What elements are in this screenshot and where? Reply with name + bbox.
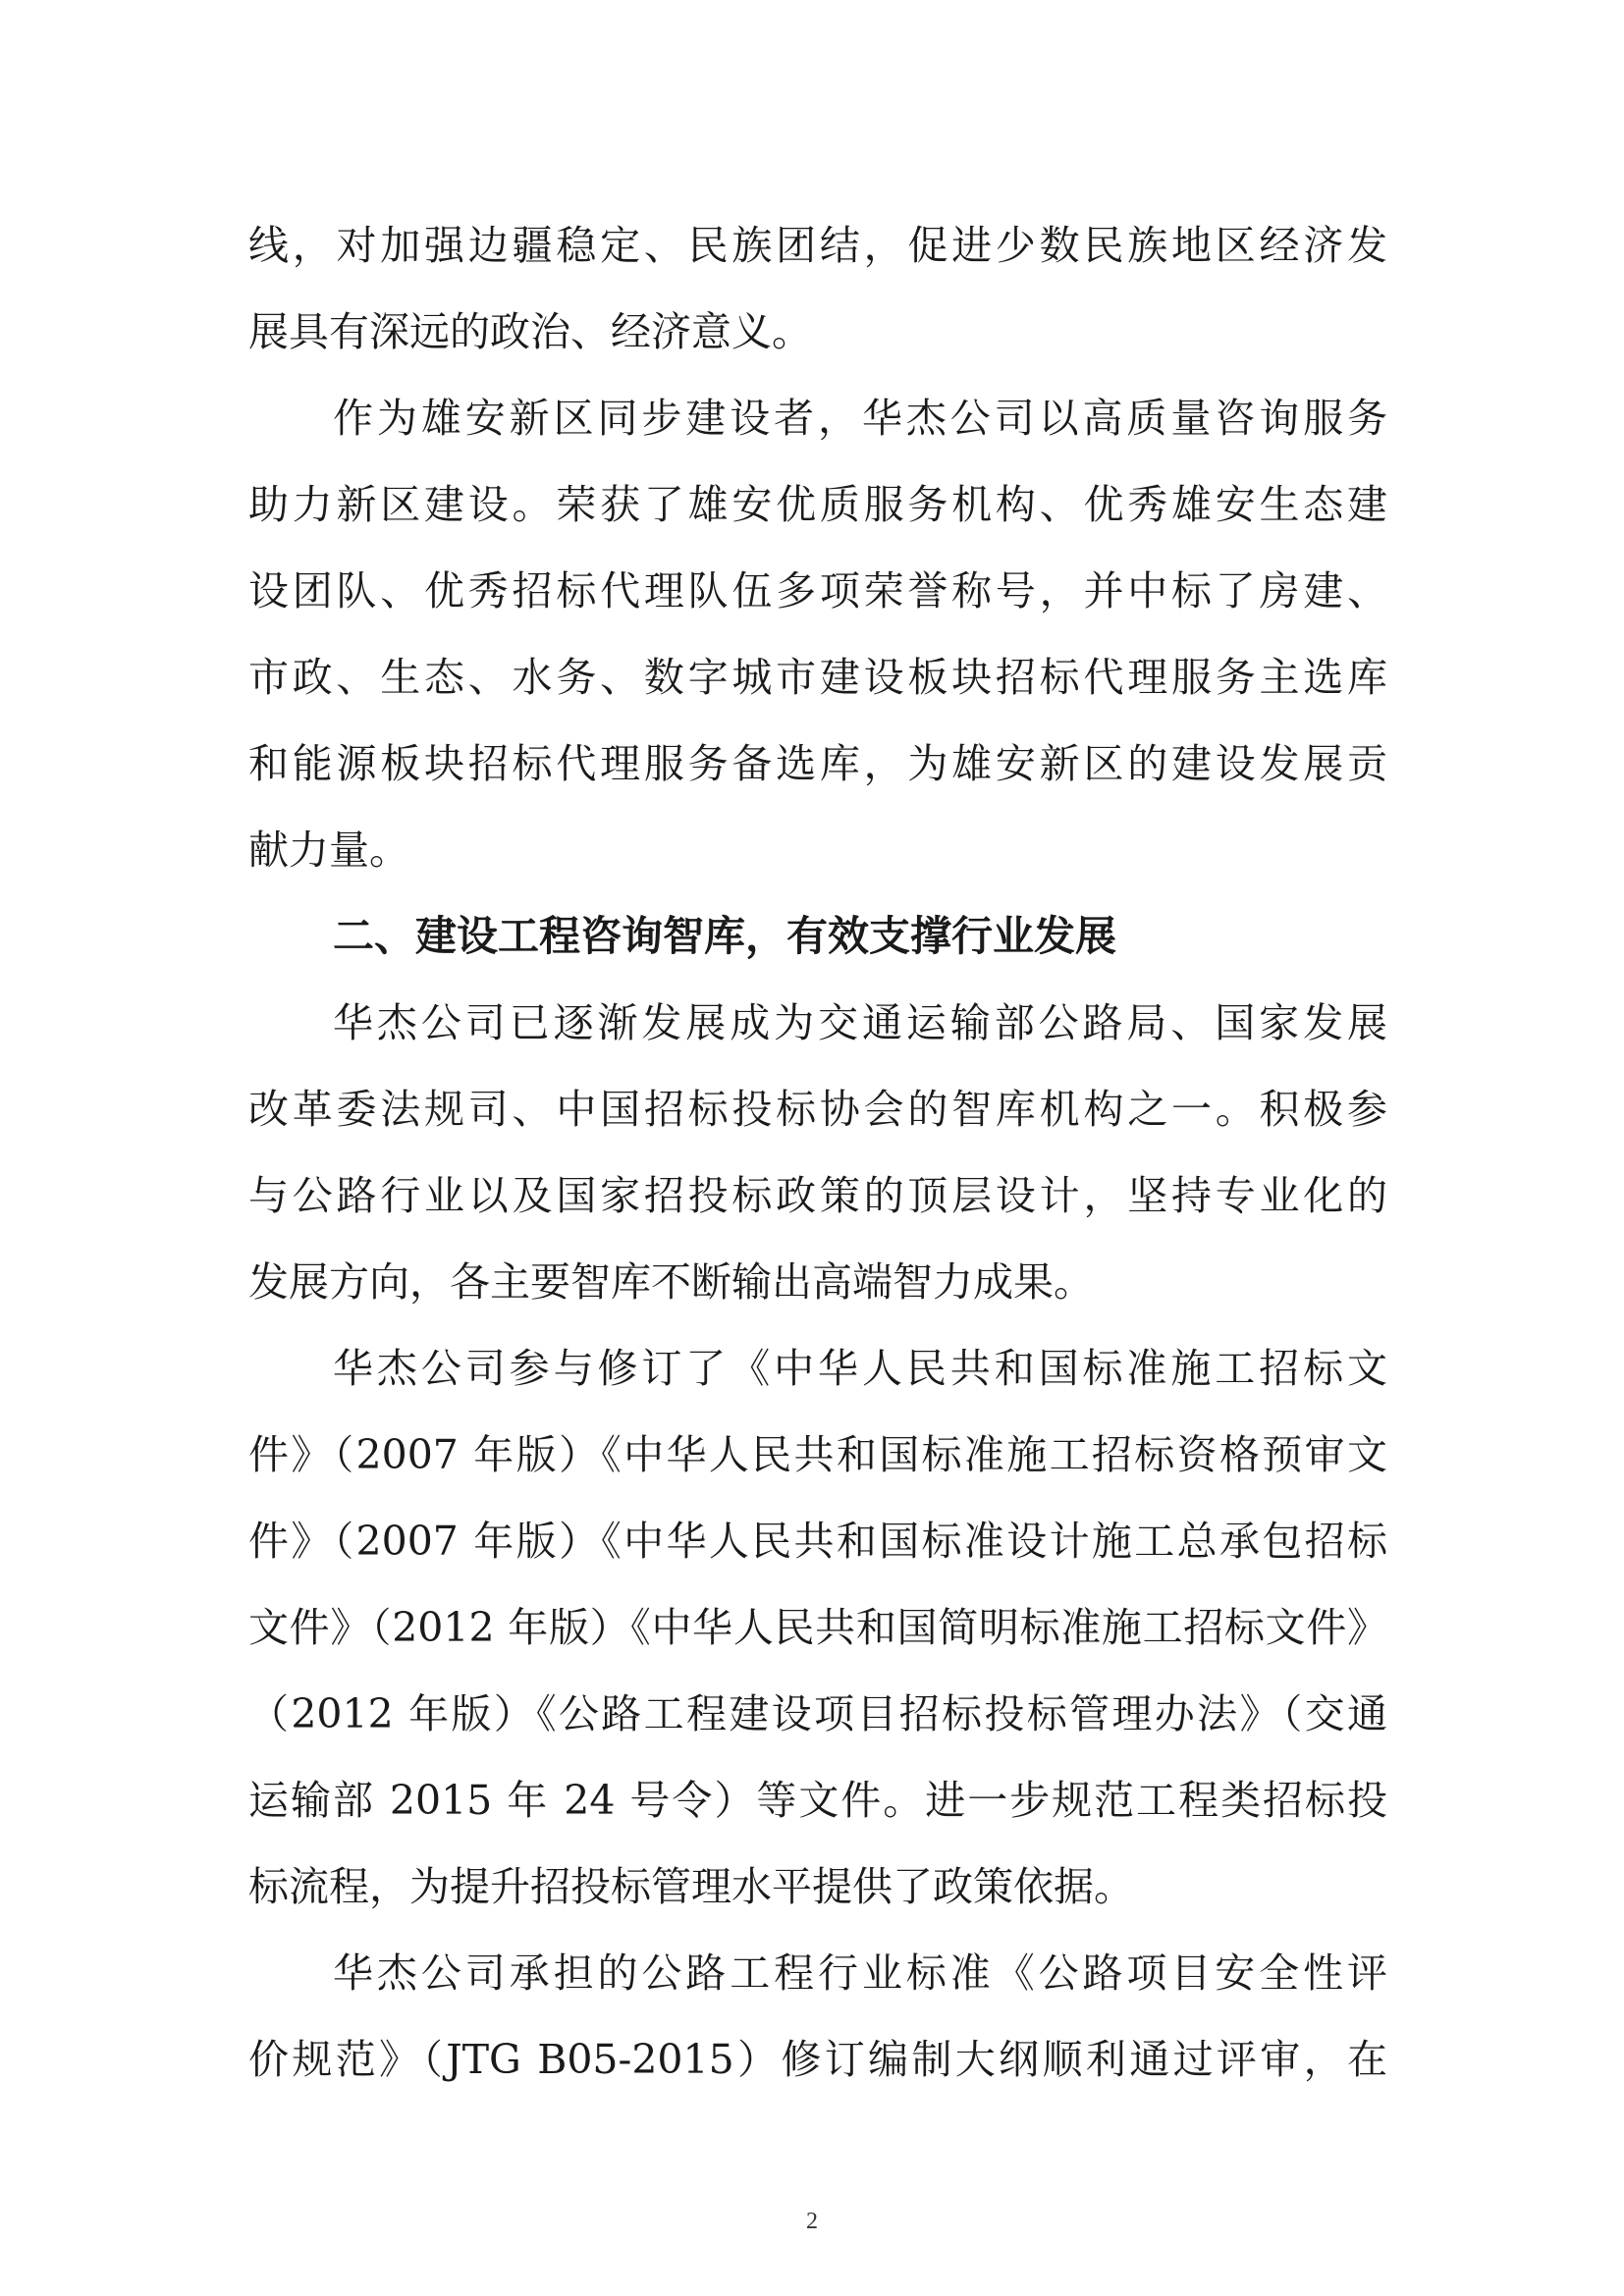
text-line: 华杰公司承担的公路工程行业标准《公路项目安全性评: [333, 1949, 1387, 1997]
text-line: 和能源板块招标代理服务备选库，为雄安新区的建设发展贡: [248, 740, 1387, 787]
text-line: 发展方向，各主要智库不断输出高端智力成果。: [248, 1258, 1094, 1306]
text-line: 与公路行业以及国家招投标政策的顶层设计，坚持专业化的: [248, 1172, 1387, 1219]
text-line: 市政、生态、水务、数字城市建设板块招标代理服务主选库: [248, 654, 1387, 701]
text-line: 华杰公司参与修订了《中华人民共和国标准施工招标文: [333, 1345, 1387, 1392]
text-line: 设团队、优秀招标代理队伍多项荣誉称号，并中标了房建、: [248, 567, 1387, 614]
section-heading: 二、建设工程咨询智库，有效支撑行业发展: [333, 912, 1117, 960]
text-line: 件》（2007 年版）《中华人民共和国标准设计施工总承包招标: [248, 1518, 1387, 1565]
text-line: 件》（2007 年版）《中华人民共和国标准施工招标资格预审文: [248, 1431, 1387, 1478]
text-line: 作为雄安新区同步建设者，华杰公司以高质量咨询服务: [333, 395, 1387, 442]
text-line: 线，对加强边疆稳定、民族团结，促进少数民族地区经济发: [248, 222, 1387, 269]
text-line: （2012 年版）《公路工程建设项目招标投标管理办法》（交通: [248, 1690, 1387, 1737]
text-line: 献力量。: [248, 827, 409, 874]
text-line: 价规范》（JTG B05-2015）修订编制大纲顺利通过评审，在: [248, 2036, 1387, 2083]
text-line: 改革委法规司、中国招标投标协会的智库机构之一。积极参: [248, 1086, 1387, 1133]
text-line: 展具有深远的政治、经济意义。: [248, 308, 812, 355]
text-line: 文件》（2012 年版）《中华人民共和国简明标准施工招标文件》: [248, 1604, 1387, 1651]
text-line: 华杰公司已逐渐发展成为交通运输部公路局、国家发展: [333, 999, 1387, 1046]
text-line: 标流程，为提升招投标管理水平提供了政策依据。: [248, 1863, 1134, 1910]
text-line: 助力新区建设。荣获了雄安优质服务机构、优秀雄安生态建: [248, 481, 1387, 528]
page-number: 2: [806, 2209, 818, 2234]
text-line: 运输部 2015 年 24 号令）等文件。进一步规范工程类招标投: [248, 1777, 1387, 1824]
